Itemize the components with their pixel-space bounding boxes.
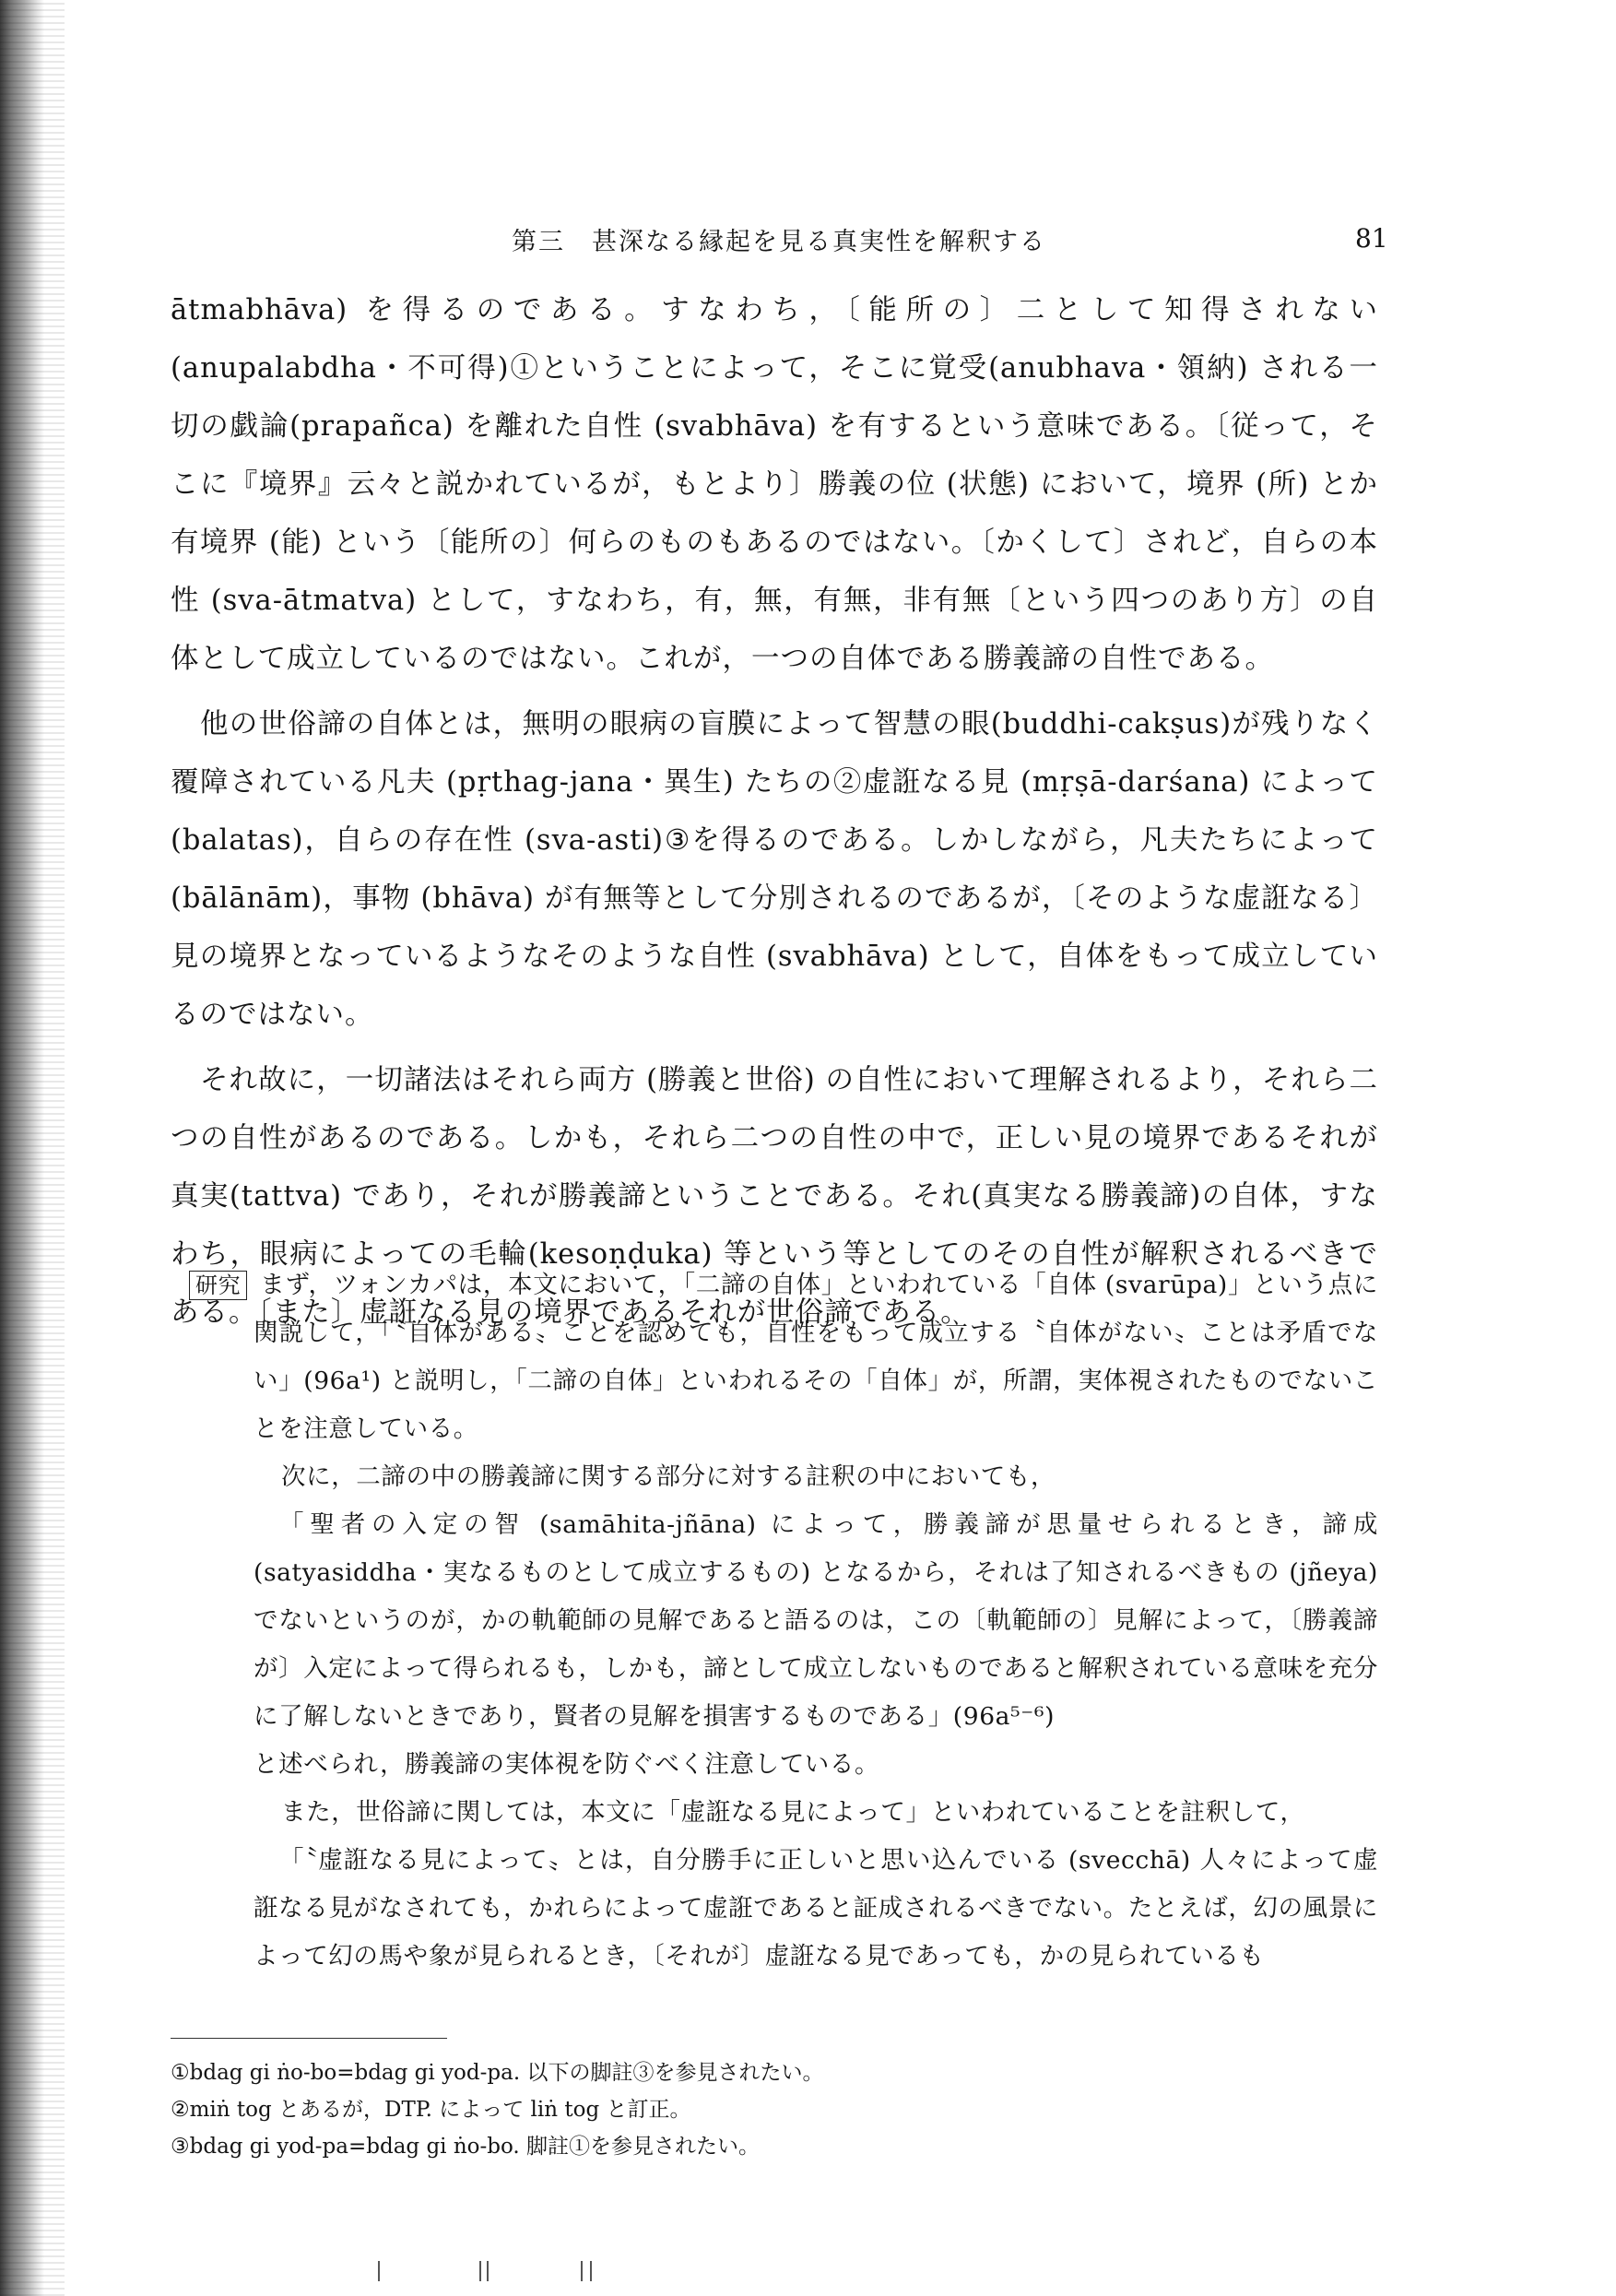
- research-paragraph-3: と述べられ，勝義諦の実体視を防ぐべく注意している。: [254, 1750, 880, 1779]
- scan-gutter-texture: [0, 0, 65, 2296]
- scan-mark: [581, 2261, 583, 2281]
- research-section: [189, 1261, 1378, 1981]
- research-paragraph-4: また，世俗諦に関しては，本文に「虚誑なる見によって」といわれていることを註釈して，: [281, 1798, 1305, 1827]
- scan-mark: [487, 2261, 489, 2281]
- paragraph-2: 他の世俗諦の自体とは，無明の眼病の盲膜によって智慧の眼(buddhi-cakṣus)が残りなく覆障されている凡夫 (pṛthag-jana・異生) たちの②虚誑なる見 (mṛṣā-darśana) によって (balatas)，自らの存在性 (sva-asti)③を得るのである。しかしながら，凡夫たちによって (bālānām)，事物 (bhāva) が有無等として分別されるのであるが，〔そのような虚誑なる〕見の境界となっているようなそのような自性 (svabhāva) として，自体をもって成立しているのではない。: [171, 708, 1378, 1031]
- scan-mark: [378, 2261, 380, 2281]
- scan-edge-marks: [350, 2261, 1272, 2289]
- footnote-2: ②miṅ tog とあるが，DTP. によって liṅ tog と訂正。: [171, 2098, 691, 2122]
- research-paragraph-2: 次に，二諦の中の勝義諦に関する部分に対する註釈の中においても，: [281, 1462, 1056, 1491]
- page-header: [0, 221, 1616, 267]
- running-title: 第三 甚深なる縁起を見る真実性を解釈する: [512, 228, 1046, 256]
- scan-mark: [479, 2261, 481, 2281]
- paragraph-1: ātmabhāva) を得るのである。すなわち，〔能所の〕二として知得されない (anupalabdha・不可得)①ということによって，そこに覚受(anubhava・領納) される一切の戯論(prapañca) を離れた自性 (svabhāva) を有するという意味である。〔従って，そこに『境界』云々と説かれているが，もとより〕勝義の位 (状態) において，境界 (所) とか有境界 (能) という〔能所の〕何らのものもあるのではない。〔かくして〕されど，自らの本性 (sva-ātmatva) として，すなわち，有，無，有無，非有無〔という四つのあり方〕の自体として成立しているのではない。これが，一つの自体である勝義諦の自性である。: [171, 294, 1378, 675]
- research-quote-1: 「聖者の入定の智 (samāhita-jñāna) によって，勝義諦が思量せられるとき，諦成 (satyasiddha・実なるものとして成立するもの) となるから，それは了知されるべきもの (jñeya) でないというのが，かの軌範師の見解であると語るのは，この〔軌範師の〕見解によって，〔勝義諦が〕入定によって得られるも，しかも，諦として成立しないものであると解釈されている意味を充分に了解しないときであり，賢者の見解を損害するものである」(96a⁵⁻⁶): [254, 1510, 1378, 1731]
- research-quote-2: 「〝虚誑なる見によって〟とは，自分勝手に正しいと思い込んでいる (svecchā) 人々によって虚誑なる見がなされても，かれらによって虚誑であると証成されるべきでない。たとえば，幻の風景によって幻の馬や象が見られるとき，〔それが〕虚誑なる見であっても，かの見られているも: [254, 1846, 1378, 1971]
- footnote-3: ③bdag gi yod-pa=bdag gi ṅo-bo. 脚註①を参見されたい。: [171, 2135, 761, 2159]
- research-badge: 研究: [189, 1271, 247, 1300]
- footnotes: [171, 2054, 1369, 2165]
- page-number: 81: [1355, 223, 1388, 254]
- research-p1-text: まず，ツォンカパは，本文において，「二諦の自体」といわれている「自体 (svarūpa)」という点に関説して，「〝自体がある〟ことを認めても，自性をもって成立する〝自体がない〟ことは矛盾でない」(96a¹) と説明し，「二諦の自体」といわれるその「自体」が，所謂，実体視されたものでないことを注意している。: [254, 1271, 1378, 1443]
- main-text: [171, 281, 1378, 1342]
- footnote-1: ①bdag gi ṅo-bo=bdag gi yod-pa. 以下の脚註③を参見されたい。: [171, 2061, 824, 2085]
- research-paragraph-1: [189, 1261, 1378, 1453]
- paragraph-3: それ故に，一切諸法はそれら両方 (勝義と世俗) の自性において理解されるより，それら二つの自性があるのである。しかも，それら二つの自性の中で，正しい見の境界であるそれが真実(tattva) であり，それが勝義諦ということである。それ(真実なる勝義諦)の自体，すなわち，眼病によっての毛輪(kesoṇḍuka) 等という等としてのその自性が解釈されるべきである。〔また〕虚誑なる見の境界であるそれが世俗諦である。: [171, 1064, 1378, 1329]
- scan-mark: [590, 2261, 592, 2281]
- footnote-rule: [171, 2038, 447, 2039]
